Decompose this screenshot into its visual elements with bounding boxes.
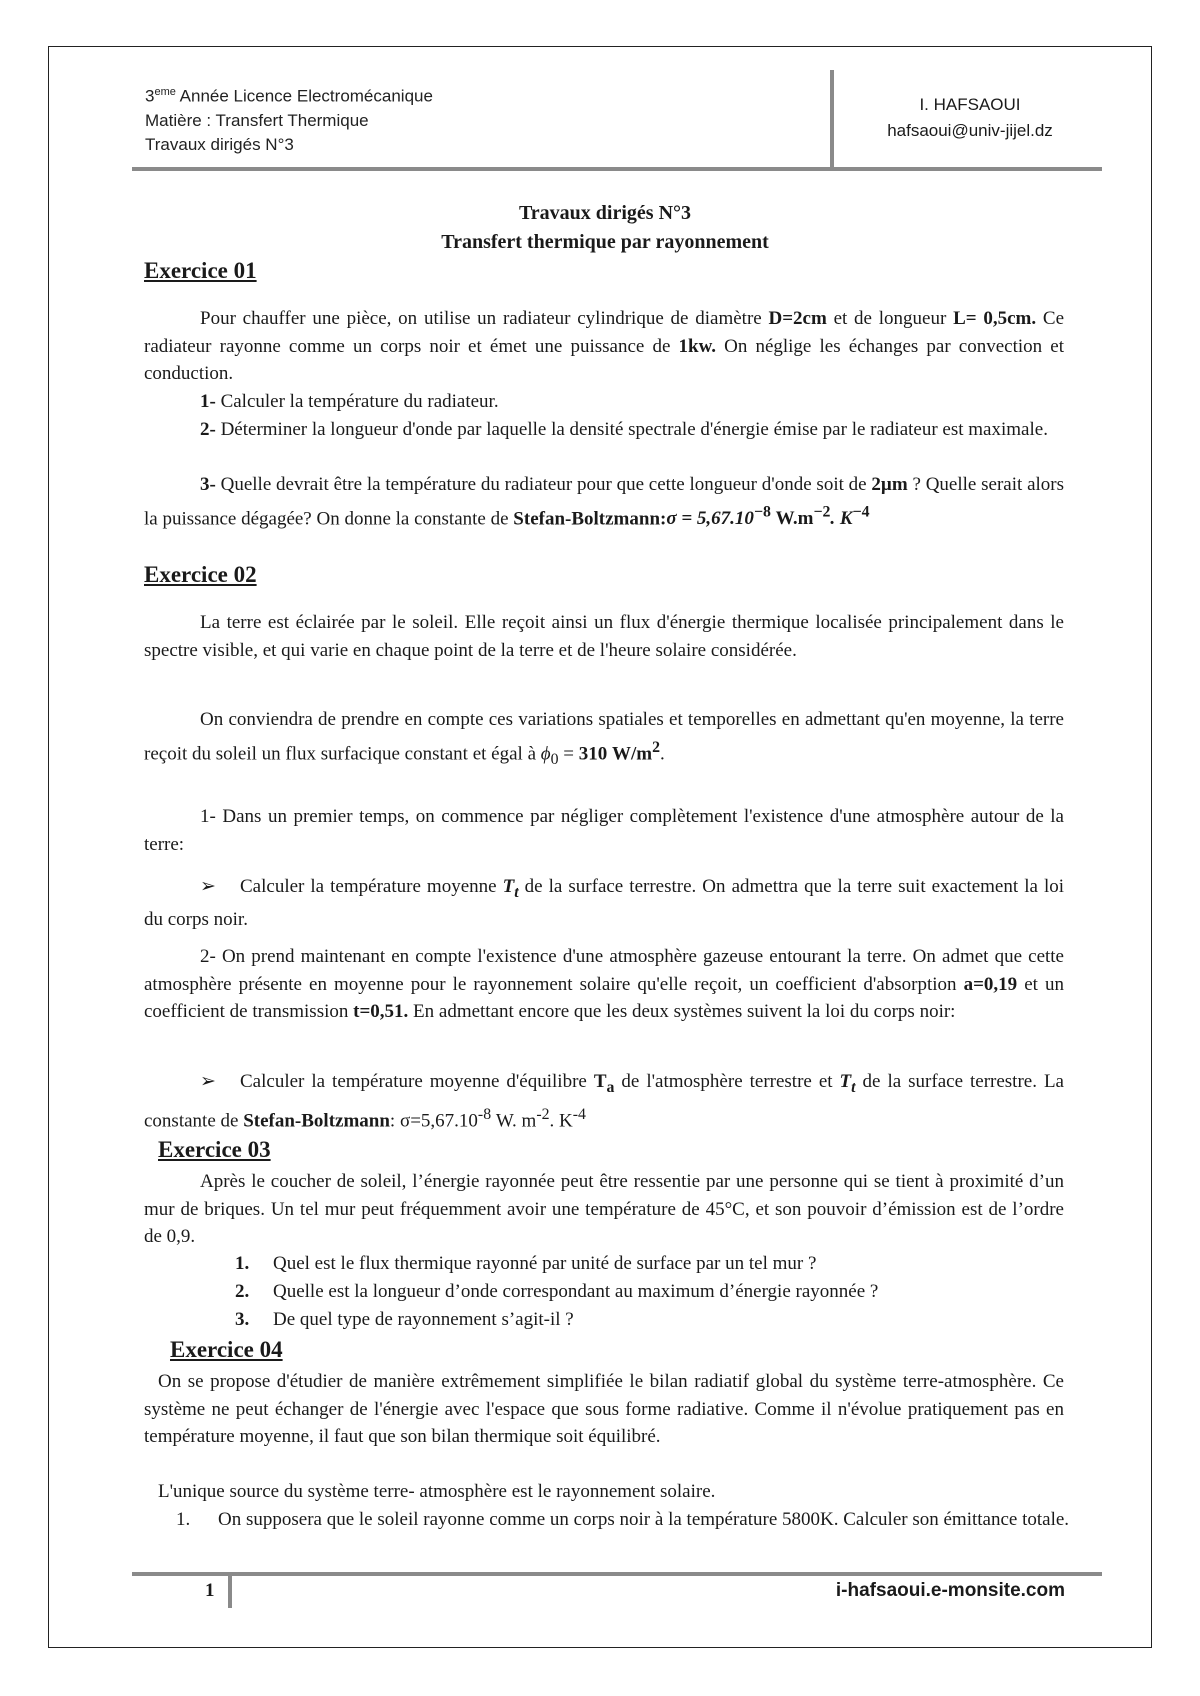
- header-author: I. HAFSAOUI: [919, 95, 1021, 114]
- header-year: 3eme Année Licence Electromécanique: [145, 86, 433, 106]
- exercise-2-paragraph-1: La terre est éclairée par le soleil. Elle reçoit ainsi un flux d'énergie thermique localisée principalement dans le spectre visible, et qui varie en chaque point de la terre et de l'heure solaire considérée.: [144, 612, 1064, 661]
- footer-website[interactable]: i-hafsaoui.e-monsite.com: [835, 1580, 1065, 1601]
- exercise-3-item-2: 2. Quelle est la longueur d’onde correspondant au maximum d’énergie rayonnée ?: [235, 1281, 879, 1302]
- exercise-1-question-2: 2- Déterminer la longueur d'onde par laquelle la densité spectrale d'énergie émise par le radiateur est maximale.: [200, 419, 1048, 440]
- exercise-4-heading: Exercice 04: [170, 1337, 283, 1362]
- header-email[interactable]: hafsaoui@univ-jijel.dz: [887, 121, 1053, 140]
- page-title: Travaux dirigés N°3: [518, 202, 692, 224]
- header-left: [145, 80, 433, 157]
- arrow-bullet-icon: ➢: [200, 1071, 216, 1092]
- page-number: 1: [205, 1580, 215, 1601]
- exercise-2-bullet-2: ➢ Calculer la température moyenne d'équilibre $T_a$ de l'atmosphère terrestre et $T_t$ de la surface terrestre. La constante de Stefan-Boltzmann: $\sigma=5,67.10^{-8}$ W. $m^{-2}$. $K^{-4}$: [144, 1068, 1064, 1135]
- exercise-4-paragraph-2: L'unique source du système terre- atmosphère est le rayonnement solaire.: [158, 1481, 716, 1502]
- footer-rule: [132, 1572, 1102, 1576]
- exercise-3-paragraph: Après le coucher de soleil, l’énergie rayonnée peut être ressentie par une personne qui se tient à proximité d’un mur de briques. Un tel mur peut fréquemment avoir une température de 45°C, et son pouvoir d’émission est de l’ordre de 0,9.: [144, 1171, 1064, 1247]
- page-subtitle: Transfert thermique par rayonnement: [441, 231, 769, 253]
- header-series: Travaux dirigés N°3: [145, 134, 294, 154]
- footer-divider: [228, 1574, 232, 1608]
- exercise-4-paragraph-1: On se propose d'étudier de manière extrêmement simplifiée le bilan radiatif global du système terre-atmosphère. Ce système ne peut échanger de l'énergie avec l'espace que sous forme radiative. Comme il n'évolue pratiquement pas en température moyenne, il faut que son bilan thermique soit équilibré.: [144, 1371, 1064, 1447]
- exercise-1-question-3: 3- Quelle devrait être la température du radiateur pour que cette longueur d'onde soit de 2µm ? Quelle serait alors la puissance dégagée? On donne la constante de Stefan-Boltzmann:σ = $5,67.10^{-8}$ $W.m^{-2}$. $K^{-4}$: [144, 474, 1065, 529]
- exercise-2-paragraph-4: 2- On prend maintenant en compte l'existence d'une atmosphère gazeuse entourant la terre. On admet que cette atmosphère présente en moyenne pour le rayonnement solaire qu'elle reçoit, un coefficient d'absorption a=0,19 et un coefficient de transmission t=0,51. En admettant encore que les deux systèmes suivent la loi du corps noir:: [144, 946, 1065, 1022]
- exercise-2-paragraph-2: On conviendra de prendre en compte ces variations spatiales et temporelles en admettant qu'en moyenne, la terre reçoit du soleil un flux surfacique constant et égal à $\phi_0 = 310$ $W/m^2$.: [144, 709, 1064, 768]
- header-rule: [132, 167, 1102, 171]
- exercise-1-heading: Exercice 01: [144, 258, 257, 283]
- exercise-2-paragraph-3: 1- Dans un premier temps, on commence par négliger complètement l'existence d'une atmosphère autour de la terre:: [144, 806, 1064, 855]
- exercise-1-question-1: 1- Calculer la température du radiateur.: [200, 391, 499, 412]
- arrow-bullet-icon: ➢: [200, 876, 216, 897]
- exercise-2-heading: Exercice 02: [144, 562, 257, 587]
- exercise-4-item-1: 1. On supposera que le soleil rayonne comme un corps noir à la température 5800K. Calculer son émittance totale.: [176, 1509, 1070, 1530]
- header-divider: [830, 70, 834, 170]
- exercise-2-bullet-1: ➢ Calculer la température moyenne $T_t$ de la surface terrestre. On admettra que la terre suit exactement la loi du corps noir.: [144, 873, 1064, 934]
- exercise-1-intro: Pour chauffer une pièce, on utilise un radiateur cylindrique de diamètre D=2cm et de longueur L= 0,5cm. Ce radiateur rayonne comme un corps noir et émet une puissance de 1kw. On néglige les échanges par convection et conduction.: [144, 308, 1065, 384]
- exercise-3-item-3: 3. De quel type de rayonnement s’agit-il ?: [235, 1309, 574, 1330]
- exercise-3-item-1: 1. Quel est le flux thermique rayonné par unité de surface par un tel mur ?: [235, 1253, 817, 1274]
- header-subject: Matière : Transfert Thermique: [145, 110, 369, 130]
- exercise-3-heading: Exercice 03: [158, 1137, 271, 1162]
- header-right: [845, 92, 1095, 144]
